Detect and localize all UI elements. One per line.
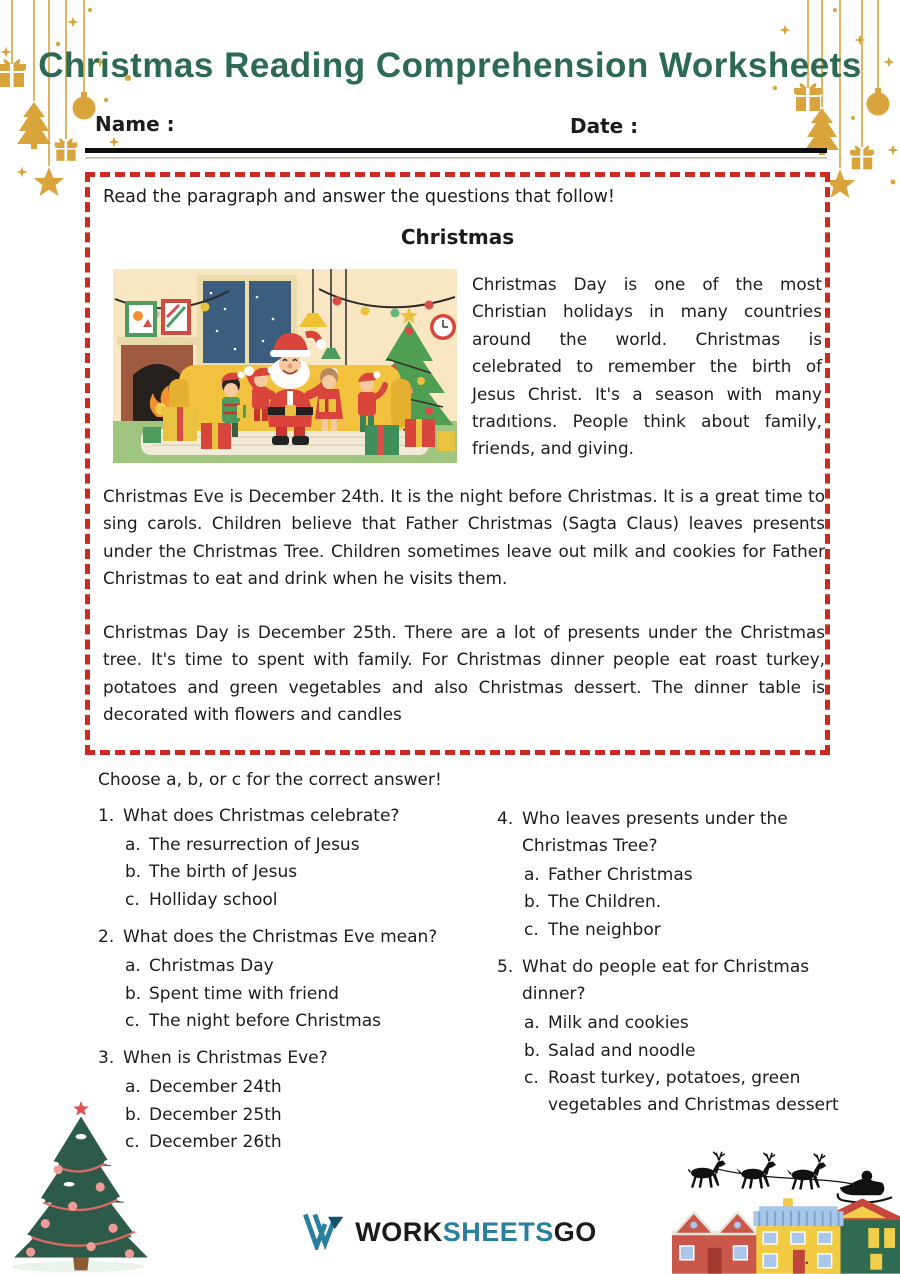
santa-sleigh-reindeer-icon bbox=[688, 1146, 893, 1204]
answer-option bbox=[125, 1074, 490, 1101]
option-letter: a. bbox=[125, 956, 141, 977]
question-2 bbox=[98, 924, 490, 1035]
answer-option bbox=[125, 1008, 490, 1035]
paragraph-1: Christmas Day is one of the most Christian holidays in many countries around the world. Christmas is celebrated to remember the birth of Jesus Christ. It's a season with many tradıtions. People think about family, friends, and giving. bbox=[472, 274, 822, 459]
question-1 bbox=[98, 803, 490, 914]
question-text: What does the Christmas Eve mean? bbox=[123, 927, 438, 948]
answer-option bbox=[125, 953, 490, 980]
option-letter: b. bbox=[125, 862, 142, 883]
option-letter: b. bbox=[524, 892, 541, 913]
option-letter: c. bbox=[524, 1068, 539, 1089]
worksheetsgo-w-icon bbox=[303, 1214, 345, 1250]
option-text: December 24th bbox=[149, 1077, 282, 1098]
answer-option bbox=[125, 859, 490, 886]
santa-with-children-scene bbox=[113, 269, 457, 463]
question-number: 4. bbox=[497, 809, 514, 829]
option-text: The Children. bbox=[548, 892, 662, 913]
passage-box bbox=[85, 172, 830, 755]
option-text: December 25th bbox=[149, 1104, 282, 1125]
worksheetsgo-logo bbox=[303, 1214, 597, 1250]
option-letter: a. bbox=[125, 1077, 141, 1098]
name-label: Name : bbox=[95, 112, 175, 136]
option-text: The night before Christmas bbox=[149, 1011, 381, 1032]
option-text: Milk and cookies bbox=[548, 1013, 689, 1034]
passage-title: Christmas bbox=[400, 225, 515, 249]
option-letter: a. bbox=[125, 835, 141, 855]
option-letter: a. bbox=[524, 865, 540, 885]
answer-option bbox=[524, 862, 897, 889]
divider-line bbox=[85, 148, 827, 153]
answer-option bbox=[125, 1102, 490, 1129]
passage-instruction: Read the paragraph and answer the questions that follow! bbox=[103, 187, 615, 207]
option-letter: c. bbox=[125, 1132, 140, 1153]
quiz-instruction: Choose a, b, or c for the correct answer! bbox=[98, 770, 442, 790]
option-text: Roast turkey, potatoes, green vegetables and Christmas dessert bbox=[548, 1068, 839, 1116]
logo-word-sheets: SHEETS bbox=[442, 1216, 554, 1247]
logo-word-go: GO bbox=[553, 1216, 597, 1247]
option-letter: b. bbox=[125, 1104, 142, 1125]
answer-option bbox=[524, 889, 897, 916]
answer-option bbox=[125, 832, 490, 859]
answer-option bbox=[125, 981, 490, 1008]
question-number: 2. bbox=[98, 927, 115, 948]
option-text: December 26th bbox=[149, 1132, 282, 1153]
answer-option bbox=[524, 1010, 897, 1037]
answer-option bbox=[524, 1038, 897, 1065]
option-text: Salad and noodle bbox=[548, 1040, 696, 1061]
option-letter: b. bbox=[524, 1040, 541, 1061]
quiz-right-column bbox=[497, 806, 897, 1130]
logo-word-work: WORK bbox=[355, 1216, 443, 1247]
question-4 bbox=[497, 806, 897, 944]
option-text: Christmas Day bbox=[149, 956, 274, 977]
date-label: Date : bbox=[570, 114, 639, 138]
option-text: Holliday school bbox=[149, 889, 278, 910]
question-number: 5. bbox=[497, 957, 514, 978]
christmas-tree-icon bbox=[2, 1100, 160, 1274]
question-text: Who leaves presents under the Christmas Tree? bbox=[522, 809, 788, 856]
option-text: Spent time with friend bbox=[149, 983, 339, 1004]
paragraph-2: Christmas Eve is December 24th. It is the night before Christmas. It is a great time to sing carols. Children believe that Father Christmas (Sagta Claus) leaves presents under the Christmas Tree. Children sometimes leave out milk and cookies for Father Christmas to eat and drink when he visits them. bbox=[103, 486, 825, 589]
question-text: What does Christmas celebrate? bbox=[123, 806, 400, 826]
answer-option bbox=[524, 1065, 897, 1120]
question-text: What do people eat for Christmas dinner? bbox=[522, 957, 810, 1005]
option-letter: c. bbox=[524, 919, 539, 940]
logo-text bbox=[355, 1217, 597, 1248]
question-number: 3. bbox=[98, 1048, 115, 1069]
option-text: The neighbor bbox=[548, 919, 661, 940]
option-letter: a. bbox=[524, 1013, 540, 1034]
divider-line-shadow bbox=[85, 157, 827, 159]
christmas-houses-icon bbox=[672, 1198, 900, 1274]
paragraph-3: Christmas Day is December 25th. There are a lot of presents under the Christmas tree. It's time to spent with family. For Christmas dinner people eat roast turkey, potatoes and green vegetables and also Christmas dessert. The dinner table is decorated with flowers and candles bbox=[103, 622, 825, 725]
answer-option bbox=[524, 917, 897, 944]
option-text: The resurrection of Jesus bbox=[149, 835, 360, 855]
answer-option bbox=[125, 1129, 490, 1156]
option-text: The birth of Jesus bbox=[149, 862, 298, 883]
option-letter: b. bbox=[125, 983, 142, 1004]
option-letter: c. bbox=[125, 1011, 140, 1032]
question-text: When is Christmas Eve? bbox=[123, 1048, 328, 1069]
page-title: Christmas Reading Comprehension Worksheets bbox=[38, 46, 862, 85]
question-5 bbox=[497, 954, 897, 1120]
option-letter: c. bbox=[125, 889, 140, 910]
answer-option bbox=[125, 887, 490, 914]
option-text: Father Christmas bbox=[548, 865, 693, 885]
question-number: 1. bbox=[98, 806, 115, 826]
